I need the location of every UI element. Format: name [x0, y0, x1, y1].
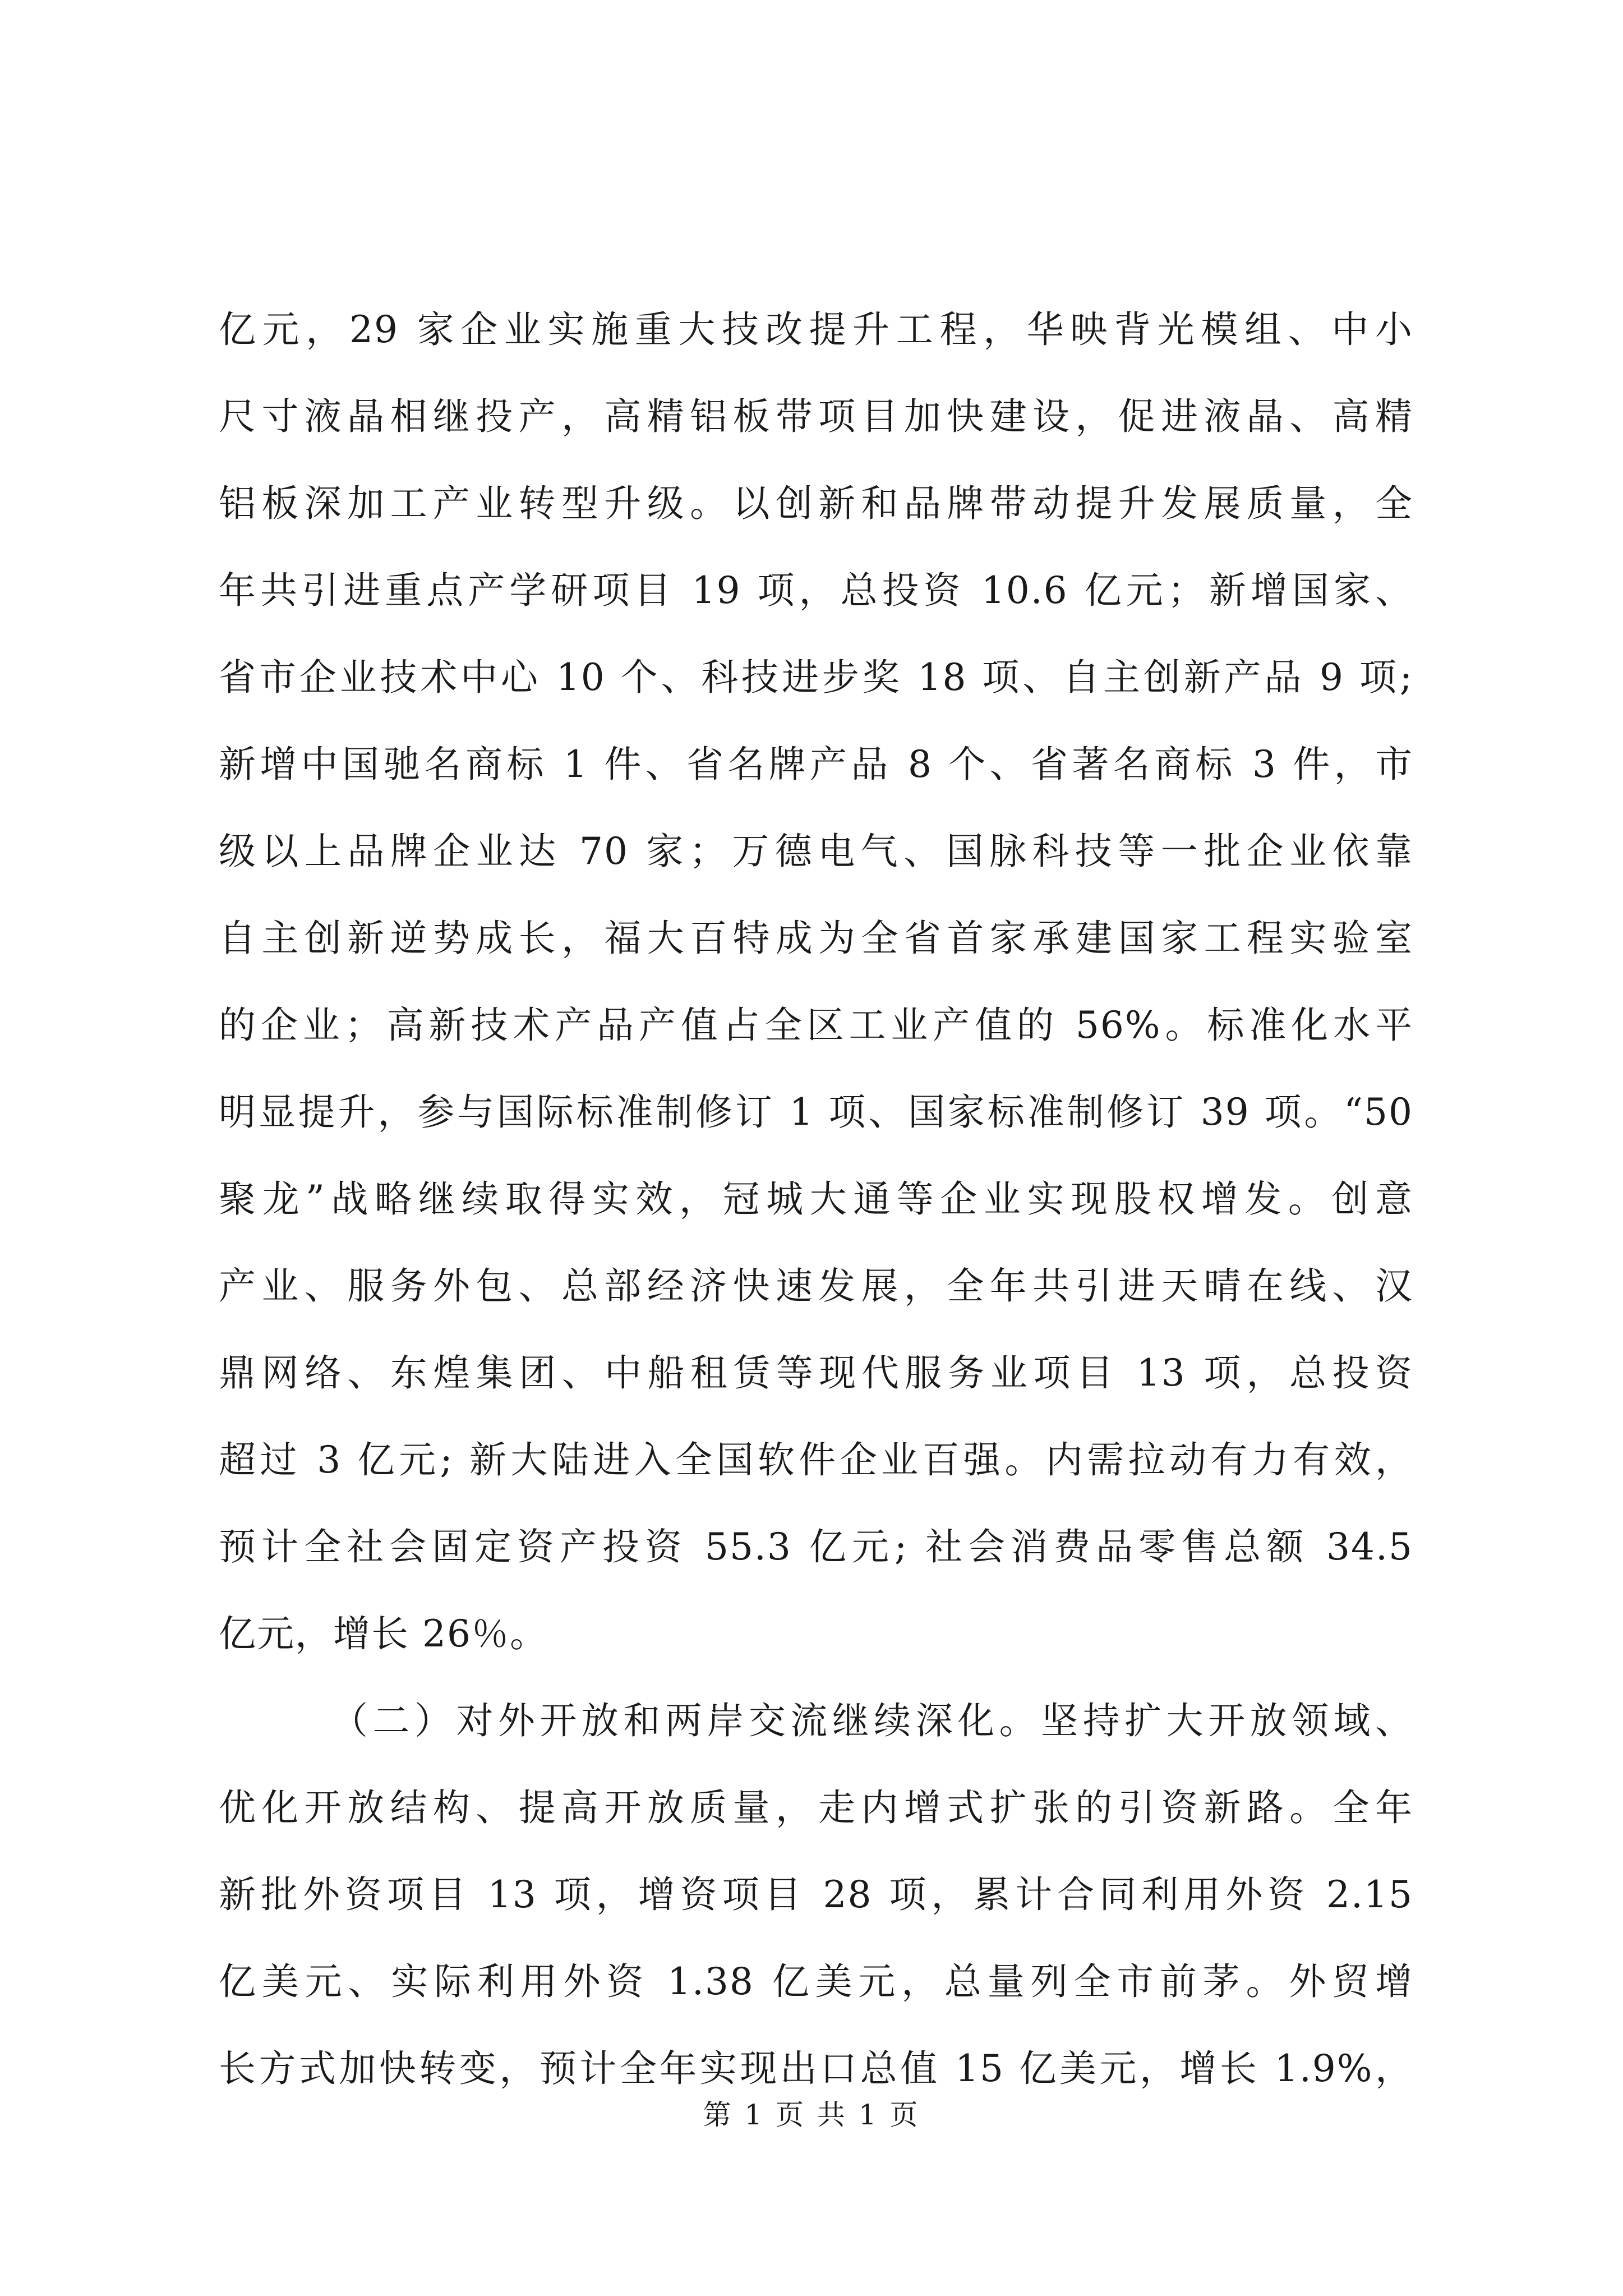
text-line: 级以上品牌企业达 70 家；万德电气、国脉科技等一批企业依靠: [219, 830, 1413, 873]
text-line: 产业、服务外包、总部经济快速发展，全年共引进天晴在线、汉: [219, 1264, 1413, 1308]
text-line: 聚龙”战略继续取得实效，冠城大通等企业实现股权增发。创意: [219, 1177, 1413, 1221]
text-line: 尺寸液晶相继投产，高精铝板带项目加快建设，促进液晶、高精: [219, 395, 1413, 438]
text-line: （二）对外开放和两岸交流继续深化。坚持扩大开放领域、: [331, 1699, 1413, 1742]
text-line: 新增中国驰名商标 1 件、省名牌产品 8 个、省著名商标 3 件，市: [219, 743, 1413, 786]
text-line: 亿美元、实际利用外资 1.38 亿美元，总量列全市前茅。外贸增: [219, 1960, 1413, 2003]
text-line: 省市企业技术中心 10 个、科技进步奖 18 项、自主创新产品 9 项;: [219, 656, 1413, 699]
text-line: 优化开放结构、提高开放质量，走内增式扩张的引资新路。全年: [219, 1786, 1413, 1829]
text-line: 长方式加快转变，预计全年实现出口总值 15 亿美元，增长 1.9%，: [219, 2047, 1413, 2090]
text-line: 的企业；高新技术产品产值占全区工业产值的 56%。标准化水平: [219, 1004, 1413, 1047]
text-line: 年共引进重点产学研项目 19 项，总投资 10.6 亿元；新增国家、: [219, 569, 1413, 612]
page-number-label: 第 1 页 共 1 页: [703, 2099, 920, 2131]
text-line: 明显提升，参与国际标准制修订 1 项、国家标准制修订 39 项。“50: [219, 1091, 1413, 1134]
text-line: 自主创新逆势成长，福大百特成为全省首家承建国家工程实验室: [219, 917, 1413, 960]
paragraph-1: [219, 286, 1413, 1677]
text-line: 超过 3 亿元; 新大陆进入全国软件企业百强。内需拉动有力有效，: [219, 1438, 1413, 1481]
text-line: 新批外资项目 13 项，增资项目 28 项，累计合同利用外资 2.15: [219, 1873, 1413, 1916]
text-line: 预计全社会固定资产投资 55.3 亿元; 社会消费品零售总额 34.5: [219, 1525, 1413, 1568]
text-line: 铝板深加工产业转型升级。以创新和品牌带动提升发展质量，全: [219, 482, 1413, 525]
paragraph-2: [219, 1677, 1413, 2112]
text-line: 亿元，29 家企业实施重大技改提升工程，华映背光模组、中小: [219, 308, 1413, 351]
page-footer: [0, 2092, 1623, 2133]
text-line: 亿元，增长 26％。: [219, 1612, 548, 1655]
document-body: [219, 286, 1413, 2112]
text-line: 鼎网络、东煌集团、中船租赁等现代服务业项目 13 项，总投资: [219, 1351, 1413, 1395]
